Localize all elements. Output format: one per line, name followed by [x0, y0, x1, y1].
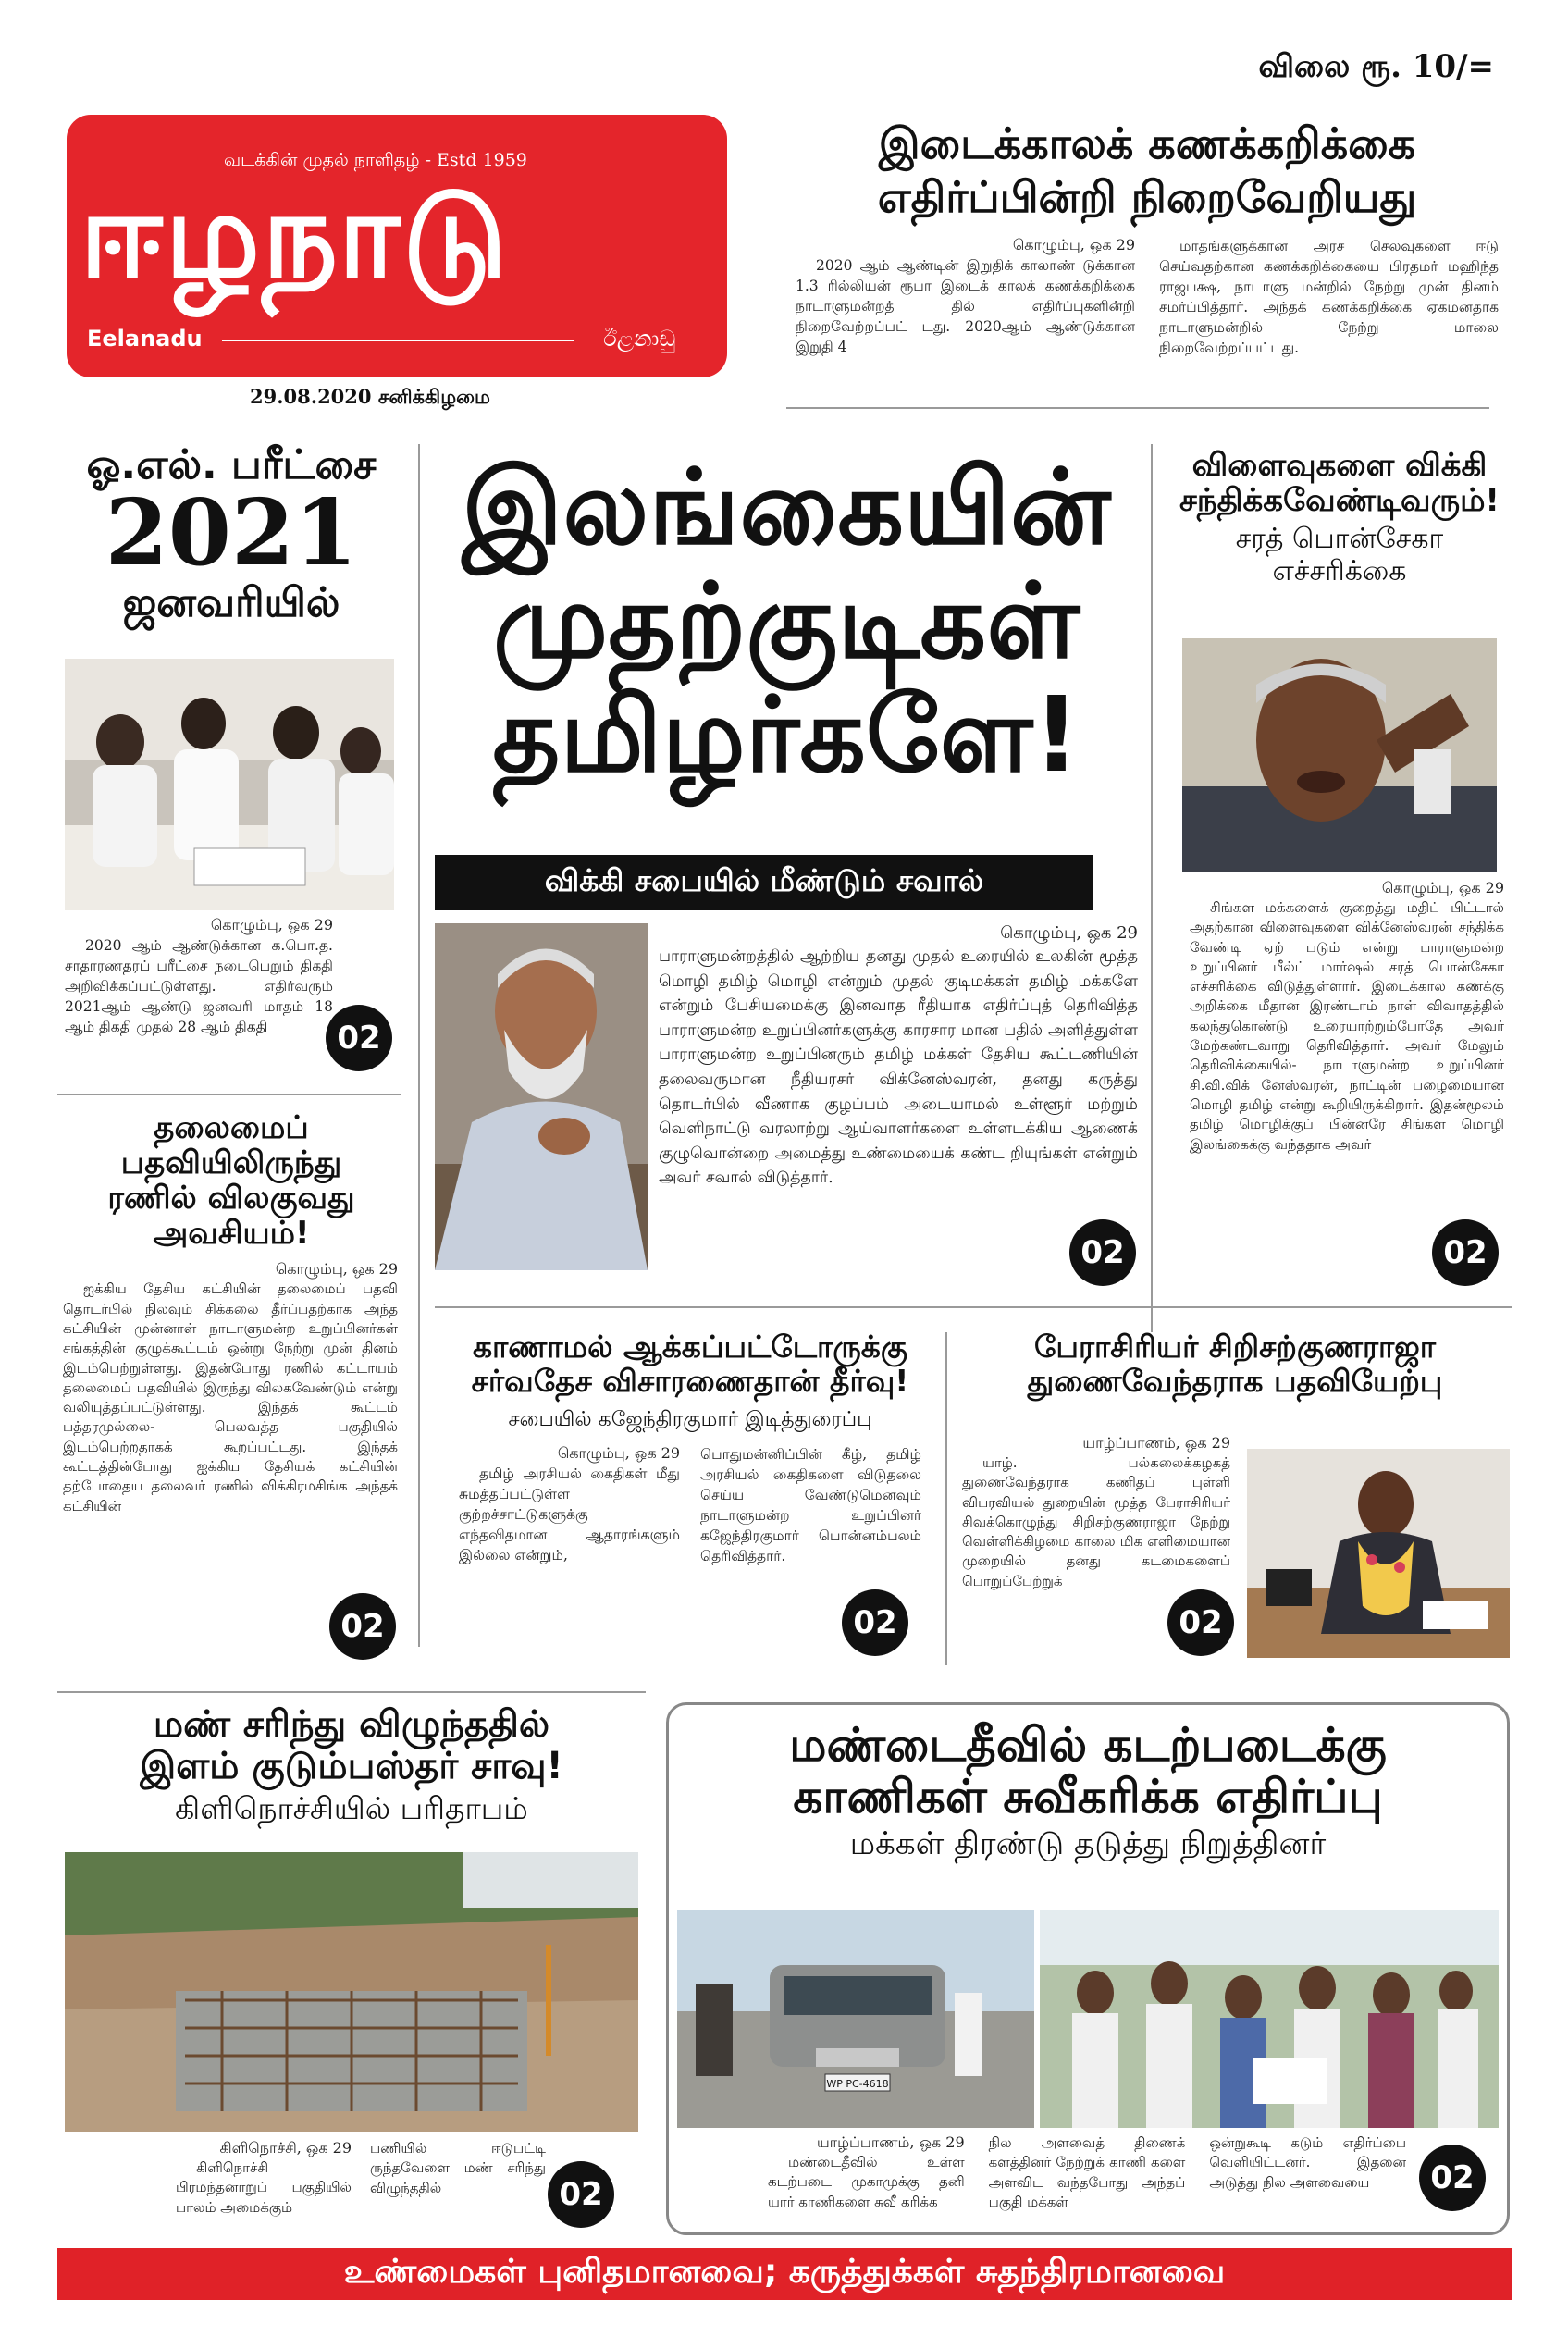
main-headline-3: தமிழர்களே!	[492, 675, 1080, 797]
continued-badge: 02	[329, 1593, 396, 1660]
ranil-story	[56, 1110, 407, 1516]
masthead-sinhala: ඊළනාඩු	[603, 326, 676, 352]
ranil-headline-3: ரணில் விலகுவது	[107, 1180, 355, 1218]
jeep-plate: WP PC-4618	[826, 2078, 889, 2090]
main-body: பாராளுமன்றத்தில் ஆற்றிய தனது முதல் உரையில் உலகின் மூத்த மொழி தமிழ் மொழி என்றும் முதல் குடிமக்கள் தமிழ் மக்களே என்றும் பேசியமைக்கு இனவாத ரீதியாக எதிர்ப்புத் தெரிவித்த பாராளுமன்ற உறுப்பினர்களுக்கு காரசார மான பதில் அளித்துள்ள பாராளுமன்ற உறுப்பினரும் தமிழ் மக்கள் தேசிய கூட்டணியின் தலைவருமான நீதியரசர் விக்னேஸ்வரன், தனது கருத்து தொடர்பில் வீணாக குழப்பம் அடையாமல் உள்ளூர் மற்றும் வெளிநாட்டு வரலாற்று ஆய்வாளர்களை உள்ளடக்கிய ஆணைக் குழுவொன்றை அமைத்து உண்மையைக் கண்ட றியுங்கள் என்றும் அவர் சவால் விடுத்தார்.	[659, 947, 1138, 1188]
missing-headline-1: காணாமல் ஆக்கப்பட்டோருக்கு	[472, 1329, 908, 1365]
missing-headline-2: சர்வதேச விசாரணைதான் தீர்வு!	[471, 1362, 909, 1399]
main-story-body	[659, 923, 1138, 1191]
masthead-logo	[67, 115, 727, 377]
missing-body-1: தமிழ் அரசியல் கைதிகள் மீது சுமத்தப்பட்டுள்ள குற்றச்சாட்டுகளுக்கு எந்தவிதமான ஆதாரங்களும் இல்லை என்றும்,	[459, 1465, 680, 1564]
issue-date: 29.08.2020 சனிக்கிழமை	[250, 385, 490, 408]
mandaitivu-body-1: மண்டைதீவில் உள்ள கடற்படை முகாமுக்கு தனி யார் காணிகளை சுவீ கரிக்க	[768, 2154, 965, 2210]
mandaitivu-headline-1: மண்டைதீவில் கடற்படைக்கு	[789, 1718, 1387, 1772]
continued-badge: 02	[1419, 2145, 1486, 2211]
footer-slogan: உண்மைகள் புனிதமானவை; கருத்துக்கள் சுதந்திரமானவை	[343, 2253, 1226, 2291]
ranil-headline-2: பதவியிலிருந்து	[120, 1144, 342, 1182]
masthead-tagline: வடக்கின் முதல் நாளிதழ் - Estd 1959	[224, 150, 527, 170]
ranil-headline-1: தலைமைப்	[154, 1109, 309, 1146]
top-story-body-2: மாதங்களுக்கான அரச செலவுகளை ஈடு செய்வதற்கான கணக்கறிக்கையை பிரதமர் மஹிந்த ராஜபக்ஷ, நாடாளு மன்றில் நேற்று முன் தினம் சமர்ப்பித்தார். அந்தக் கணக்கறிக்கை ஏகமனதாக நாடாளுமன்றில் நேற்று மாலை நிறைவேற்றப்பட்டது.	[1159, 238, 1499, 357]
continued-badge: 02	[1167, 1589, 1234, 1656]
dateline: யாழ்ப்பாணம், ஒக 29	[817, 2133, 965, 2151]
dateline: கொழும்பு, ஒக 29	[1381, 879, 1504, 896]
vc-story-body	[962, 1434, 1230, 1591]
continued-badge: 02	[1432, 1219, 1499, 1286]
fonseka-subhead-2: எச்சரிக்கை	[1272, 554, 1407, 587]
continued-badge: 02	[842, 1589, 908, 1656]
masthead-logo-text: ஈழநாடு	[80, 167, 510, 304]
fonseka-photo	[1182, 638, 1497, 872]
fonseka-story-body	[1190, 879, 1504, 1155]
landslide-headline-2: இளம் குடும்பஸ்தர் சாவு!	[140, 1744, 563, 1787]
exam-body: 2020 ஆம் ஆண்டுக்கான க.பொ.த. சாதாரணதரப் பரீட்சை நடைபெறும் திகதி அறிவிக்கப்பட்டுள்ளது. எதிர்வரும் 2021ஆம் ஆண்டு ஜனவரி மாதம் 18 ஆம் திகதி முதல் 28 ஆம் திகதி	[65, 937, 333, 1035]
students-photo	[65, 659, 394, 910]
fonseka-headline-1: விளைவுகளை விக்கி	[1191, 447, 1488, 484]
masthead-english: Eelanadu	[87, 326, 203, 352]
divider	[786, 407, 1489, 409]
mandaitivu-body-3: ஒன்றுகூடி கடும் எதிர்ப்பை வெளியிட்டனர். இதனை அடுத்து நில அளவையை	[1209, 2134, 1407, 2191]
vc-story	[953, 1330, 1517, 1399]
price-label: விலை ரூ. 10/=	[1258, 48, 1494, 85]
main-headline-1: இலங்கையின்	[462, 448, 1111, 568]
vc-photo	[1247, 1449, 1510, 1658]
exam-headline-3: ஜனவரியில்	[122, 579, 340, 627]
landslide-photo	[65, 1852, 638, 2132]
mandaitivu-body-2: நில அளவைத் திணைக் களத்தினர் நேற்றுக் காணி களை அளவிட வந்தபோது அந்தப் பகுதி மக்கள்	[988, 2134, 1186, 2210]
divider	[435, 1306, 1512, 1308]
dateline: கிளிநொச்சி, ஒக 29	[219, 2139, 352, 2157]
top-story-body-1: 2020 ஆம் ஆண்டின் இறுதிக் காலாண் டுக்கான 1.3 ரில்லியன் ரூபா இடைக் காலக் கணக்கறிக்கை நாடாளுமன்றத் தில் எதிர்ப்புகளின்றி நிறைவேற்றப்பட் டது. 2020ஆம் ஆண்டுக்கான இறுதி 4	[796, 257, 1135, 356]
missing-story	[431, 1330, 949, 1566]
continued-badge: 02	[326, 1005, 392, 1071]
landslide-body-2: பணியில் ஈடுபட்டி ருந்தவேளை மண் சரிந்து விழுந்ததில்	[370, 2140, 546, 2196]
continued-badge: 02	[548, 2161, 614, 2228]
exam-headline-year: 2021	[105, 480, 358, 587]
landslide-subhead: கிளிநொச்சியில் பரிதாபம்	[175, 1789, 528, 1826]
top-story-headline-1: இடைக்காலக் கணக்கறிக்கை	[878, 118, 1416, 168]
exam-story-body	[65, 916, 333, 1037]
vc-headline-1: பேராசிரியர் சிறிசற்குணராஜா	[1033, 1329, 1437, 1365]
landslide-story-body	[176, 2139, 546, 2218]
mandaitivu-story	[675, 1719, 1500, 1862]
vc-headline-2: துணைவேந்தராக பதவியேற்பு	[1027, 1362, 1443, 1399]
landslide-story	[56, 1704, 648, 1826]
main-kicker	[435, 855, 1093, 910]
missing-subhead: சபையில் கஜேந்திரகுமார் இடித்துரைப்பு	[508, 1407, 872, 1431]
mandaitivu-story-body	[768, 2133, 1406, 2212]
wigneswaran-photo	[435, 923, 648, 1270]
missing-body-2: பொதுமன்னிப்பின் கீழ், தமிழ் அரசியல் கைதிகளை விடுதலை செய்ய வேண்டுமெனவும் நாடாளுமன்ற உறுப்பினர் கஜேந்திரகுமார் பொன்னம்பலம் தெரிவித்தார்.	[700, 1446, 921, 1565]
continued-badge: 02	[1069, 1219, 1136, 1286]
divider	[945, 1332, 947, 1665]
main-headline-2: முதற்குடிகள்	[492, 562, 1080, 683]
dateline: கொழும்பு, ஒக 29	[275, 1260, 398, 1279]
fonseka-subhead-1: சரத் பொன்சேகா	[1235, 523, 1444, 556]
vc-body: யாழ். பல்கலைக்கழகத் துணைவேந்தராக கணிதப் புள்ளி விபரவியல் துறையின் மூத்த பேராசிரியர் சிவக்கொழுந்து சிறிசற்குணராஜா நேற்று வெள்ளிக்கிழமை காலை மிக எளிமையான முறையில் தனது கடமைகளைப் பொறுப்பேற்றுக்	[962, 1454, 1230, 1589]
divider	[57, 1691, 646, 1693]
exam-story	[56, 442, 407, 625]
mandaitivu-headline-2: காணிகள் சுவீகரிக்க எதிர்ப்பு	[793, 1770, 1383, 1824]
divider	[418, 444, 420, 1647]
top-story	[786, 120, 1508, 358]
dateline: கொழும்பு, ஒக 29	[557, 1444, 680, 1463]
landslide-body-1: கிளிநொச்சி பிரமந்தனாறுப் பகுதியில் பாலம் அமைக்கும்	[176, 2159, 352, 2216]
divider	[1151, 444, 1153, 1332]
dateline: யாழ்ப்பாணம், ஒக 29	[1082, 1434, 1230, 1452]
landslide-headline-1: மண் சரிந்து விழுந்ததில்	[153, 1703, 550, 1746]
fonseka-story	[1164, 448, 1515, 587]
dateline: கொழும்பு, ஒக 29	[1012, 236, 1135, 254]
exam-headline-1: ஓ.எல். பரீட்சை	[86, 441, 377, 488]
footer-banner	[57, 2248, 1512, 2300]
main-story	[435, 448, 1138, 797]
fonseka-body: சிங்கள மக்களைக் குறைத்து மதிப் பிட்டால் அதற்கான விளைவுகளை விக்னேஸ்வரன் சந்திக்க வேண்டி ஏற் படும் என்று பாராளுமன்ற உறுப்பினர் பீல்ட் மார்ஷல் சரத் பொன்சேகா எச்சரிக்கை விடுத்துள்ளார். இடைக்கால கணக்கு அறிக்கை மீதான இரண்டாம் நாள் விவாதத்தில் கலந்துகொண்டு உரையாற்றும்போதே அவர் மேற்கண்டவாறு தெரிவித்தார். அவர் மேலும் தெரிவிக்கையில்- நாடாளுமன்ற உறுப்பினர் சி.வி.விக் னேஸ்வரன், நாட்டின் பழைமையான மொழி தமிழ் என்று கூறியிருக்கிறார். இதன்மூலம் தமிழ் மொழிக்குப் பின்னரே சிங்கள மொழி இலங்கைக்கு வந்ததாக அவர்	[1190, 899, 1504, 1153]
masthead-rule	[222, 340, 574, 341]
dateline: கொழும்பு, ஒக 29	[1000, 923, 1138, 943]
fonseka-headline-2: சந்திக்கவேண்டிவரும்!	[1179, 482, 1500, 520]
mandaitivu-subhead: மக்கள் திரண்டு தடுத்து நிறுத்தினர்	[849, 1825, 1327, 1862]
top-story-headline-2: எதிர்ப்பின்றி நிறைவேறியது	[877, 171, 1417, 222]
jeep-photo	[677, 1910, 1034, 2128]
dateline: கொழும்பு, ஒக 29	[210, 916, 333, 933]
crowd-photo	[1040, 1910, 1499, 2128]
divider	[57, 1094, 401, 1095]
ranil-body: ஐக்கிய தேசிய கட்சியின் தலைமைப் பதவி தொடர்பில் நிலவும் சிக்கலை தீர்ப்பதற்காக அந்த கட்சியின் முன்னாள் நாடாளுமன்ற உறுப்பினர்கள் சங்கத்தின் குழுக்கூட்டம் ஒன்று நேற்று முன் தினம் இடம்பெற்றுள்ளது. இதன்போது ரணில் கட்டாயம் தலைமைப் பதவியில் இருந்து விலகவேண்டும் என்று வலியுத்தப்பட்டுள்ளது. இந்தக் கூட்டம் பத்தரமுல்லை- பெலவத்த பகுதியில் இடம்பெற்றதாகக் கூறப்பட்டது. இந்தக் கூட்டத்தின்போது ஐக்கிய தேசியக் கட்சியின் தற்போதைய தலைவர் ரணில் விக்கிரமசிங்க அந்தக் கட்சியின்	[63, 1280, 398, 1514]
main-kicker-text: விக்கி சபையில் மீண்டும் சவால்	[544, 862, 984, 898]
ranil-headline-4: அவசியம்!	[153, 1215, 310, 1253]
